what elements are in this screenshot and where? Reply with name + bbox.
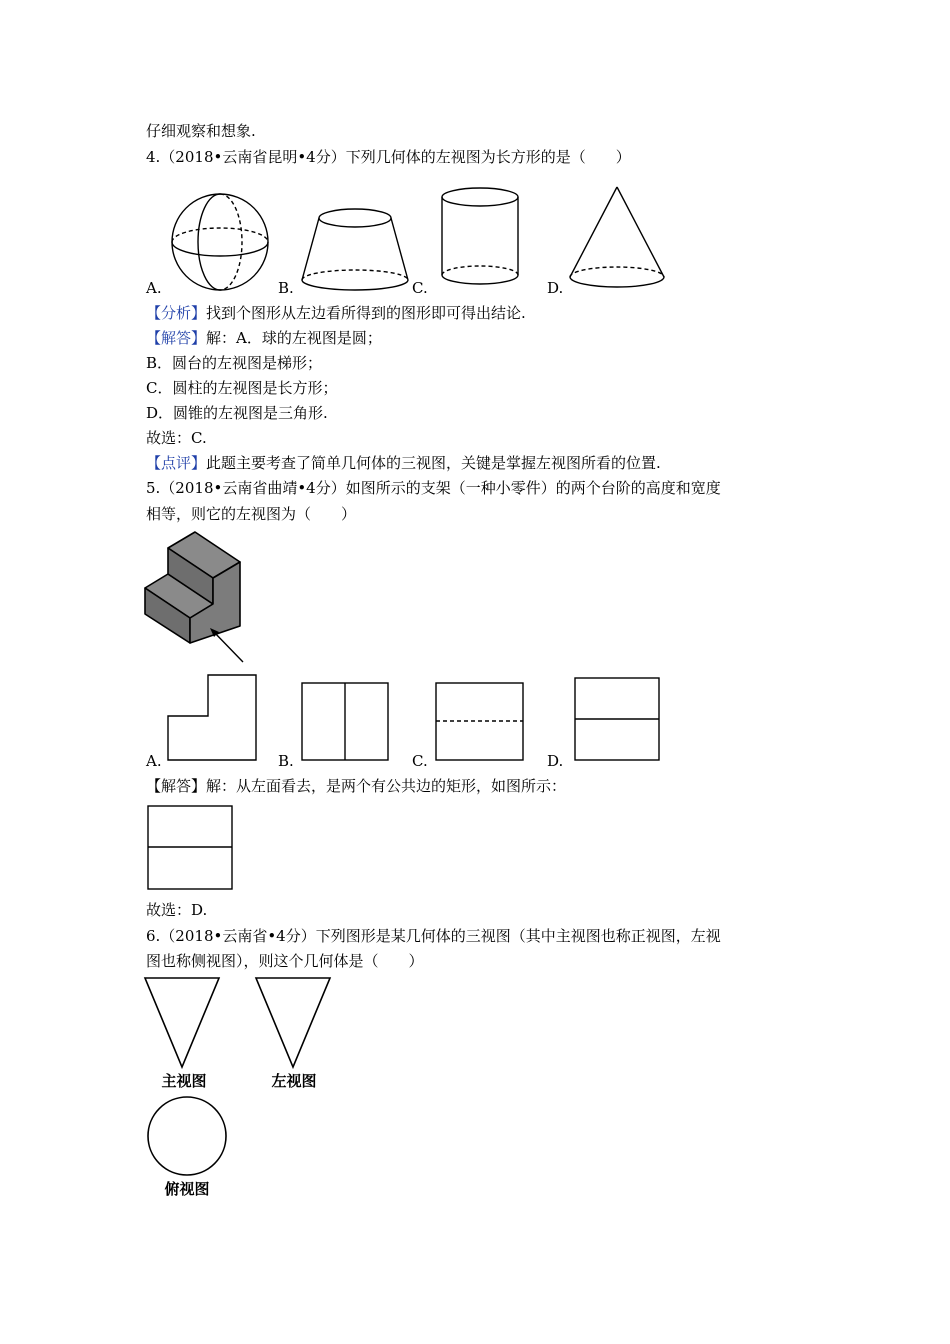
- top-view-caption: 俯视图: [164, 1180, 210, 1198]
- intro-text: 仔细观察和想象.: [146, 122, 256, 140]
- front-view-caption: 主视图: [161, 1072, 207, 1090]
- answer-text: 解：从左面看去，是两个有公共边的矩形，如图所示：: [206, 777, 567, 795]
- analysis-text: 找到个图形从左边看所得到的图形即可得出结论.: [206, 304, 526, 322]
- q4-option-a: A.: [146, 279, 162, 297]
- q4-analysis: [146, 303, 526, 323]
- option-a-shape: [168, 675, 256, 760]
- side-view-caption: 左视图: [271, 1072, 317, 1090]
- q4-comment: [146, 453, 661, 473]
- q5-answer-figure: [147, 805, 235, 893]
- comment-text: 此题主要考查了简单几何体的三视图，关键是掌握左视图所看的位置.: [206, 454, 661, 472]
- q5-answer: [146, 776, 566, 796]
- q5-option-b: B.: [278, 752, 294, 770]
- answer-tag: 【解答】: [146, 329, 207, 347]
- q5-option-c: C.: [412, 752, 428, 770]
- q4-answer: [146, 328, 382, 348]
- comment-tag: 【点评】: [146, 454, 207, 472]
- q6-title-line2: 图也称侧视图），则这个几何体是（ ）: [146, 952, 424, 970]
- answer-line: 解：A．球的左视图是圆；: [206, 329, 382, 347]
- cylinder-shape: [442, 188, 518, 284]
- q4-answer-line-d: D．圆锥的左视图是三角形.: [146, 404, 328, 422]
- analysis-tag: 【分析】: [146, 304, 207, 322]
- q4-title: 4.（2018•云南省昆明•4分）下列几何体的左视图为长方形的是（ ）: [146, 148, 631, 166]
- q5-title-line2: 相等，则它的左视图为（ ）: [146, 505, 357, 523]
- q4-answer-line-b: B．圆台的左视图是梯形；: [146, 354, 323, 372]
- q4-option-b: B.: [278, 279, 294, 297]
- front-view-triangle: [145, 978, 219, 1067]
- sphere-shape: [172, 194, 268, 290]
- answer-tag: 【解答】: [146, 777, 207, 795]
- q5-title-line1: 5.（2018•云南省曲靖•4分）如图所示的支架（一种小零件）的两个台阶的高度和宽度: [146, 479, 721, 497]
- q5-option-a: A.: [146, 752, 162, 770]
- q4-option-d: D.: [547, 279, 564, 297]
- q4-choice: 故选：C.: [146, 429, 207, 447]
- q4-option-c: C.: [412, 279, 428, 297]
- top-view-circle: [148, 1097, 226, 1175]
- bracket-solid-figure: [140, 528, 280, 668]
- q6-title-line1: 6.（2018•云南省•4分）下列图形是某几何体的三视图（其中主视图也称正视图，左视: [146, 927, 721, 945]
- q4-answer-line-c: C．圆柱的左视图是长方形；: [146, 379, 338, 397]
- cone-shape: [570, 187, 664, 287]
- frustum-shape: [302, 209, 408, 290]
- q5-choice: 故选：D.: [146, 901, 208, 919]
- side-view-triangle: [256, 978, 330, 1067]
- q5-option-d: D.: [547, 752, 564, 770]
